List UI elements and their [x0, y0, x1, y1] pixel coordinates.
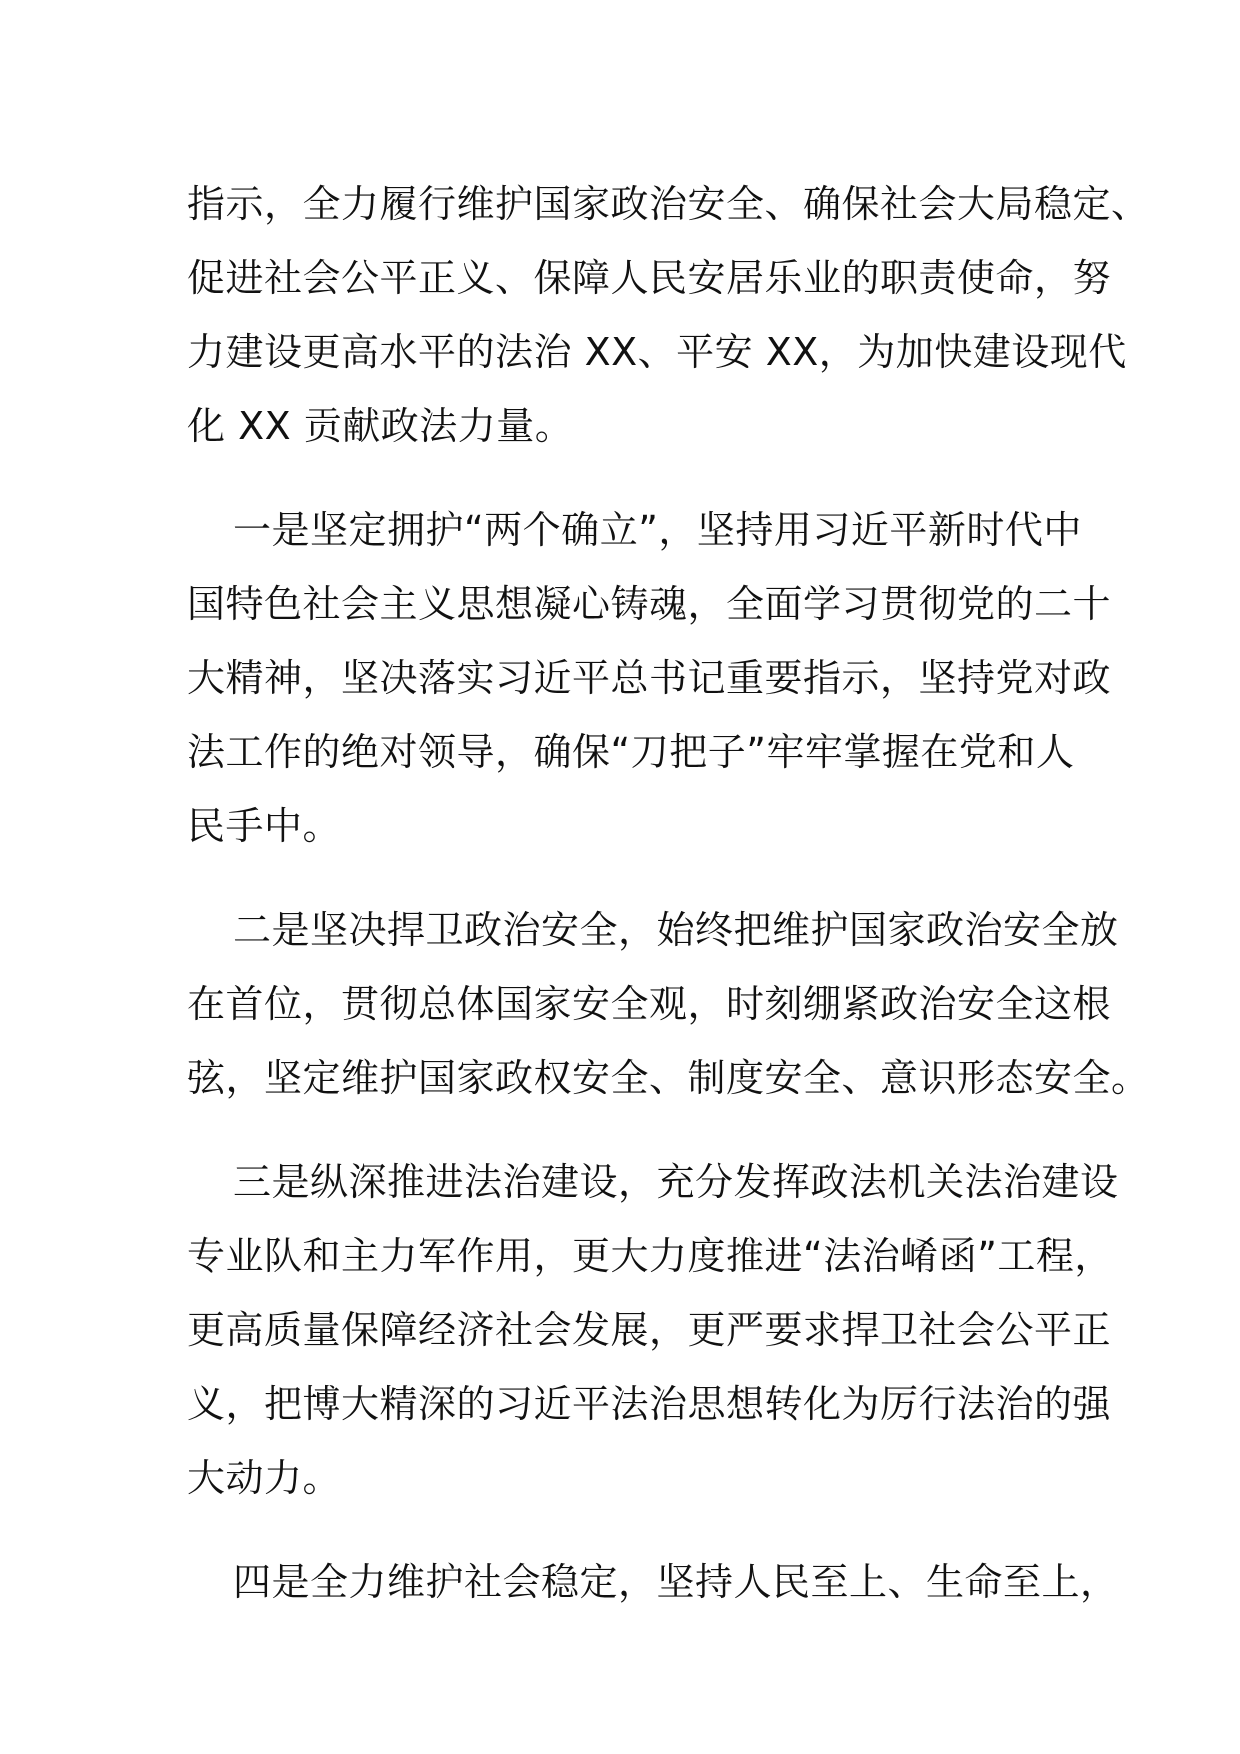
text-line: 义，把博大精深的习近平法治思想转化为厉行法治的强	[187, 1382, 1112, 1426]
text-line: 在首位，贯彻总体国家安全观，时刻绷紧政治安全这根	[187, 982, 1112, 1026]
paragraph-point-two	[187, 893, 1150, 1115]
text-line: 大动力。	[187, 1456, 342, 1500]
text-line: 民手中。	[187, 804, 342, 848]
text-line-first: 一是坚定拥护“两个确立”，坚持用习近平新时代中	[233, 508, 1082, 552]
text-line-first: 二是坚决捍卫政治安全，始终把维护国家政治安全放	[233, 908, 1119, 952]
text-line: 大精神，坚决落实习近平总书记重要指示，坚持党对政	[187, 656, 1112, 700]
text-line: 国特色社会主义思想凝心铸魂，全面学习贯彻党的二十	[187, 582, 1112, 626]
paragraph-point-one	[187, 493, 1112, 863]
text-line: 专业队和主力军作用，更大力度推进“法治崤函”工程，	[187, 1234, 1113, 1278]
text-line: 法工作的绝对领导，确保“刀把子”牢牢掌握在党和人	[187, 730, 1075, 774]
paragraph-intro	[187, 167, 1150, 463]
document-body	[187, 167, 1150, 1649]
paragraph-point-three	[187, 1145, 1119, 1515]
text-line-first: 四是全力维护社会稳定，坚持人民至上、生命至上，	[233, 1560, 1119, 1604]
text-line: 力建设更高水平的法治 XX、平安 XX，为加快建设现代	[187, 330, 1127, 374]
text-line: 促进社会公平正义、保障人民安居乐业的职责使命，努	[187, 256, 1112, 300]
text-line-first: 三是纵深推进法治建设，充分发挥政法机关法治建设	[233, 1160, 1119, 1204]
text-line: 弦，坚定维护国家政权安全、制度安全、意识形态安全。	[187, 1056, 1150, 1100]
paragraph-point-four	[187, 1545, 1119, 1619]
text-line: 化 XX 贡献政法力量。	[187, 404, 574, 448]
text-line: 更高质量保障经济社会发展，更严要求捍卫社会公平正	[187, 1308, 1112, 1352]
text-line: 指示，全力履行维护国家政治安全、确保社会大局稳定、	[187, 182, 1150, 226]
